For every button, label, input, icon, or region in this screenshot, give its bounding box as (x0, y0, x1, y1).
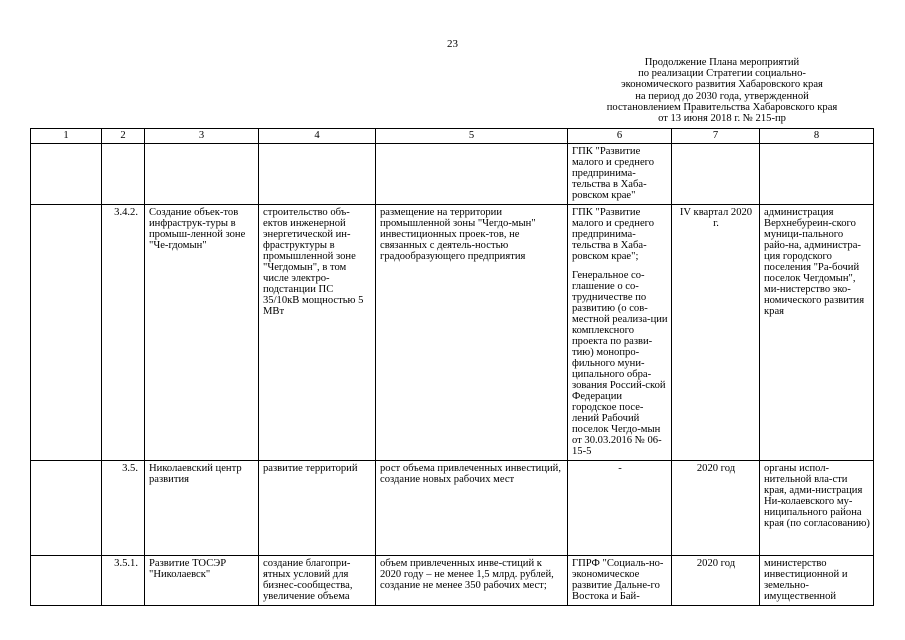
source-document: Генеральное со-глашение о со-трудничестве по развитию (о сов-местной реализа-ции комплексного проекта по разви-тию) монопро-фильного муни-ципального обра-зования Россий-ской Федерации городское посе-лений Рабочий поселок Чегдо-мын от 30.03.2016 № 06-15-5 (572, 270, 668, 457)
header-line: на период до 2030 года, утвержденной (635, 90, 809, 102)
column-header: 2 (102, 129, 145, 144)
table-cell: 3.4.2. (102, 205, 145, 461)
table-cell (568, 205, 672, 461)
table-row (31, 205, 874, 461)
header-line: от 13 июня 2018 г. № 215-пр (658, 113, 786, 125)
table-cell: 3.5. (102, 461, 145, 556)
header-line: Продолжение Плана мероприятий (644, 57, 800, 68)
document-header (572, 57, 872, 124)
table-row (31, 556, 874, 606)
table-cell (568, 144, 672, 205)
column-header: 1 (31, 129, 102, 144)
header-line: экономического развития Хабаровского края (621, 79, 823, 91)
table-cell: IV квартал 2020 г. (672, 205, 760, 461)
header-line: постановлением Правительства Хабаровского края (606, 101, 838, 113)
source-document: ГПРФ "Социаль-но-экономическое развитие Дальне-го Востока и Бай- (572, 558, 664, 602)
table-row (31, 144, 874, 205)
table-cell: строительство объ-ектов инженерной энергетической ин-фраструктуры в промышленной зоне "Чегдомын", в том числе электро-подстанции ПС 35/10кВ мощностью 5 МВт (259, 205, 376, 461)
table-cell (31, 461, 102, 556)
page-number: 23 (447, 38, 458, 50)
plan-table (30, 128, 874, 606)
table-cell (568, 461, 672, 556)
table-row (31, 461, 874, 556)
table-cell: создание благопри-ятных условий для бизнес-сообщества, увеличение объема (259, 556, 376, 606)
table-cell (31, 556, 102, 606)
table-cell (376, 144, 568, 205)
column-header: 6 (568, 129, 672, 144)
table-cell: Создание объек-тов инфраструк-туры в промыш-ленной зоне "Че-гдомын" (145, 205, 259, 461)
column-header: 5 (376, 129, 568, 144)
table-cell: 3.5.1. (102, 556, 145, 606)
table-cell: администрация Верхнебуреин-ского муници-пального райо-на, администра-ция городского поселения "Ра-бочий поселок Чегдомын", ми-нистерство эко-номического развития края (760, 205, 874, 461)
table-cell: объем привлеченных инве-стиций к 2020 году – не менее 1,5 млрд. рублей, создание не менее 350 рабочих мест; (376, 556, 568, 606)
table-cell: министерство инвестиционной и земельно-имущественной (760, 556, 874, 606)
table-cell (31, 205, 102, 461)
column-header: 7 (672, 129, 760, 144)
column-header: 3 (145, 129, 259, 144)
table-cell (259, 144, 376, 205)
table-cell (568, 556, 672, 606)
table-cell: 2020 год (672, 556, 760, 606)
table-cell: органы испол-нительной вла-сти края, адми-нистрация Ни-колаевского му-ниципального района края (по согласованию) (760, 461, 874, 556)
table-cell: развитие территорий (259, 461, 376, 556)
table-cell: рост объема привлеченных инвестиций, создание новых рабочих мест (376, 461, 568, 556)
table-cell (760, 144, 874, 205)
table-cell (31, 144, 102, 205)
table-cell: Развитие ТОСЭР "Николаевск" (145, 556, 259, 606)
table-cell: 2020 год (672, 461, 760, 556)
table-cell (672, 144, 760, 205)
table-header-row (31, 129, 874, 144)
source-document: ГПК "Развитие малого и среднего предпринима-тельства в Хаба-ровском крае"; (572, 207, 655, 262)
column-header: 4 (259, 129, 376, 144)
table-cell (145, 144, 259, 205)
source-document: ГПК "Развитие малого и среднего предпринима-тельства в Хаба-ровском крае" (572, 146, 655, 201)
table-cell (102, 144, 145, 205)
column-header: 8 (760, 129, 874, 144)
source-document: - (618, 463, 622, 474)
table-cell: размещение на территории промышленной зоны "Чегдо-мын" инвестиционных проек-тов, не связанных с деятель-ностью градообразующего предприятия (376, 205, 568, 461)
table-cell: Николаевский центр развития (145, 461, 259, 556)
header-line: по реализации Стратегии социально- (638, 68, 806, 80)
